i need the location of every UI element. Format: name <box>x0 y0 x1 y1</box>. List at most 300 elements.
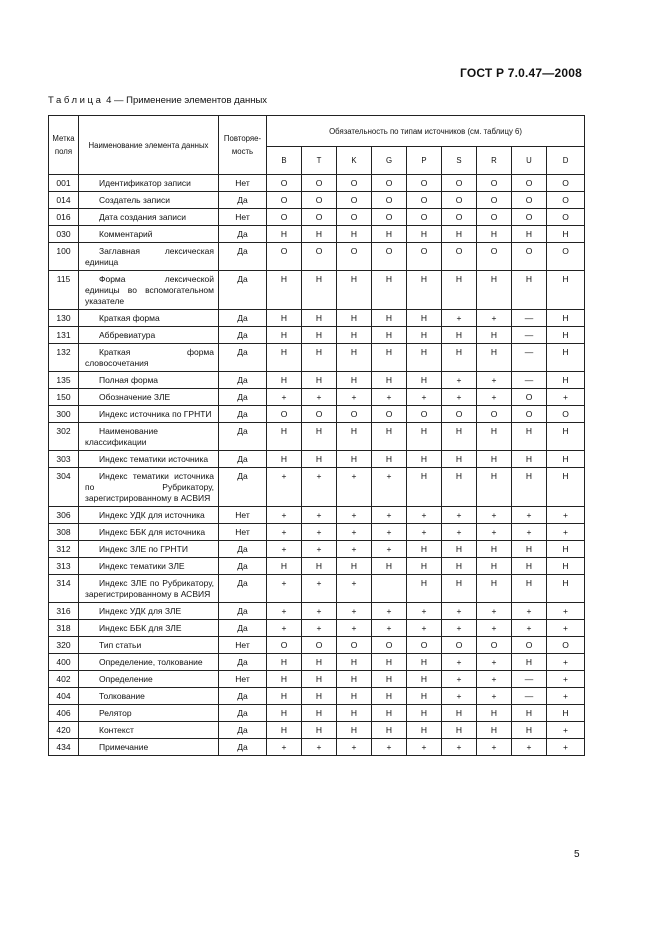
obligation-D: О <box>547 406 585 423</box>
obligation-S: О <box>442 209 477 226</box>
obligation-P: Н <box>407 423 442 451</box>
obligation-S: + <box>442 739 477 756</box>
obligation-G: Н <box>372 327 407 344</box>
obligation-B: Н <box>267 310 302 327</box>
field-mark: 316 <box>49 603 79 620</box>
obligation-T: О <box>302 175 337 192</box>
obligation-S: + <box>442 688 477 705</box>
obligation-G <box>372 575 407 603</box>
element-name: Аббревиатура <box>79 327 219 344</box>
obligation-S: О <box>442 406 477 423</box>
obligation-D: О <box>547 243 585 271</box>
obligation-R: О <box>477 406 512 423</box>
obligation-D: + <box>547 389 585 406</box>
obligation-D: Н <box>547 372 585 389</box>
obligation-G: Н <box>372 451 407 468</box>
field-mark: 404 <box>49 688 79 705</box>
obligation-G: Н <box>372 705 407 722</box>
obligation-G: + <box>372 389 407 406</box>
repeatability: Нет <box>219 671 267 688</box>
table-row <box>49 654 585 671</box>
obligation-K: О <box>337 175 372 192</box>
obligation-B: + <box>267 507 302 524</box>
element-name: Тип статьи <box>79 637 219 654</box>
obligation-R: Н <box>477 423 512 451</box>
table-row <box>49 541 585 558</box>
header-type-U: U <box>512 147 547 175</box>
field-mark: 135 <box>49 372 79 389</box>
table-row <box>49 722 585 739</box>
table-row <box>49 558 585 575</box>
obligation-U: Н <box>512 423 547 451</box>
obligation-K: + <box>337 620 372 637</box>
obligation-K: Н <box>337 654 372 671</box>
field-mark: 303 <box>49 451 79 468</box>
obligation-D: + <box>547 524 585 541</box>
obligation-K: Н <box>337 372 372 389</box>
obligation-R: О <box>477 209 512 226</box>
element-name: Заглавная лексическая единица <box>79 243 219 271</box>
obligation-D: О <box>547 637 585 654</box>
repeatability: Да <box>219 541 267 558</box>
obligation-R: Н <box>477 226 512 243</box>
element-name: Индекс ББК для ЗЛЕ <box>79 620 219 637</box>
obligation-D: Н <box>547 226 585 243</box>
field-mark: 312 <box>49 541 79 558</box>
obligation-D: + <box>547 603 585 620</box>
obligation-K: О <box>337 406 372 423</box>
obligation-T: Н <box>302 558 337 575</box>
obligation-P: Н <box>407 558 442 575</box>
page-number: 5 <box>574 849 580 860</box>
table-row <box>49 671 585 688</box>
obligation-S: О <box>442 192 477 209</box>
obligation-R: + <box>477 671 512 688</box>
obligation-S: + <box>442 620 477 637</box>
header-obligation: Обязательность по типам источников (см. таблицу 6) <box>267 116 585 147</box>
obligation-R: + <box>477 603 512 620</box>
obligation-S: О <box>442 637 477 654</box>
obligation-S: Н <box>442 327 477 344</box>
header-type-T: T <box>302 147 337 175</box>
obligation-P: + <box>407 507 442 524</box>
obligation-G: О <box>372 243 407 271</box>
obligation-G: Н <box>372 423 407 451</box>
obligation-P: Н <box>407 372 442 389</box>
obligation-U: + <box>512 739 547 756</box>
repeatability: Да <box>219 226 267 243</box>
obligation-T: О <box>302 637 337 654</box>
obligation-U: + <box>512 507 547 524</box>
obligation-D: Н <box>547 575 585 603</box>
obligation-R: Н <box>477 705 512 722</box>
obligation-T: + <box>302 603 337 620</box>
obligation-D: Н <box>547 423 585 451</box>
header-type-P: P <box>407 147 442 175</box>
field-mark: 314 <box>49 575 79 603</box>
obligation-G: О <box>372 192 407 209</box>
field-mark: 150 <box>49 389 79 406</box>
obligation-B: О <box>267 243 302 271</box>
obligation-U: О <box>512 243 547 271</box>
element-name: Индекс УДК для источника <box>79 507 219 524</box>
obligation-S: Н <box>442 541 477 558</box>
document-header: ГОСТ Р 7.0.47—2008 <box>459 66 582 80</box>
obligation-B: Н <box>267 558 302 575</box>
obligation-P: О <box>407 209 442 226</box>
repeatability: Да <box>219 468 267 507</box>
repeatability: Да <box>219 603 267 620</box>
table-row <box>49 524 585 541</box>
obligation-T: Н <box>302 688 337 705</box>
obligation-P: + <box>407 739 442 756</box>
obligation-K: Н <box>337 423 372 451</box>
element-name: Индекс тематики источника <box>79 451 219 468</box>
field-mark: 304 <box>49 468 79 507</box>
obligation-T: + <box>302 507 337 524</box>
obligation-B: + <box>267 524 302 541</box>
obligation-D: Н <box>547 451 585 468</box>
field-mark: 100 <box>49 243 79 271</box>
field-mark: 300 <box>49 406 79 423</box>
element-name: Краткая форма словосочетания <box>79 344 219 372</box>
repeatability: Да <box>219 310 267 327</box>
obligation-B: Н <box>267 671 302 688</box>
obligation-P: + <box>407 620 442 637</box>
obligation-D: + <box>547 507 585 524</box>
obligation-S: О <box>442 243 477 271</box>
obligation-K: + <box>337 524 372 541</box>
repeatability: Да <box>219 558 267 575</box>
table-row <box>49 226 585 243</box>
element-name: Индекс ЗЛЕ по ГРНТИ <box>79 541 219 558</box>
obligation-U: Н <box>512 468 547 507</box>
element-name: Идентификатор записи <box>79 175 219 192</box>
obligation-U: — <box>512 310 547 327</box>
obligation-R: Н <box>477 575 512 603</box>
obligation-S: Н <box>442 722 477 739</box>
obligation-K: + <box>337 739 372 756</box>
table-row <box>49 468 585 507</box>
obligation-B: О <box>267 637 302 654</box>
obligation-B: Н <box>267 327 302 344</box>
obligation-S: Н <box>442 226 477 243</box>
repeatability: Да <box>219 705 267 722</box>
obligation-S: Н <box>442 575 477 603</box>
obligation-D: + <box>547 722 585 739</box>
obligation-R: + <box>477 372 512 389</box>
obligation-P: Н <box>407 688 442 705</box>
obligation-B: + <box>267 389 302 406</box>
obligation-D: + <box>547 654 585 671</box>
obligation-D: Н <box>547 327 585 344</box>
obligation-U: Н <box>512 558 547 575</box>
obligation-P: О <box>407 406 442 423</box>
obligation-U: О <box>512 192 547 209</box>
obligation-T: + <box>302 575 337 603</box>
obligation-P: Н <box>407 327 442 344</box>
obligation-U: О <box>512 406 547 423</box>
repeatability: Да <box>219 389 267 406</box>
obligation-K: О <box>337 209 372 226</box>
obligation-G: + <box>372 524 407 541</box>
repeatability: Да <box>219 739 267 756</box>
obligation-K: Н <box>337 705 372 722</box>
obligation-B: Н <box>267 705 302 722</box>
obligation-U: Н <box>512 271 547 310</box>
element-name: Полная форма <box>79 372 219 389</box>
repeatability: Да <box>219 620 267 637</box>
obligation-R: Н <box>477 468 512 507</box>
obligation-T: Н <box>302 226 337 243</box>
element-name: Определение, толкование <box>79 654 219 671</box>
obligation-S: Н <box>442 344 477 372</box>
obligation-P: Н <box>407 575 442 603</box>
obligation-K: О <box>337 637 372 654</box>
table-row <box>49 243 585 271</box>
obligation-B: + <box>267 739 302 756</box>
field-mark: 130 <box>49 310 79 327</box>
obligation-D: + <box>547 688 585 705</box>
obligation-K: + <box>337 541 372 558</box>
obligation-R: + <box>477 739 512 756</box>
table-row <box>49 423 585 451</box>
obligation-P: + <box>407 524 442 541</box>
element-name: Толкование <box>79 688 219 705</box>
obligation-G: Н <box>372 226 407 243</box>
obligation-B: Н <box>267 722 302 739</box>
obligation-D: + <box>547 671 585 688</box>
obligation-B: Н <box>267 654 302 671</box>
obligation-P: Н <box>407 468 442 507</box>
obligation-B: Н <box>267 688 302 705</box>
obligation-D: Н <box>547 271 585 310</box>
repeatability: Да <box>219 688 267 705</box>
obligation-T: + <box>302 541 337 558</box>
obligation-P: Н <box>407 451 442 468</box>
field-mark: 320 <box>49 637 79 654</box>
table-row <box>49 739 585 756</box>
obligation-P: Н <box>407 271 442 310</box>
obligation-R: Н <box>477 541 512 558</box>
obligation-R: Н <box>477 558 512 575</box>
field-mark: 402 <box>49 671 79 688</box>
table-row <box>49 603 585 620</box>
obligation-D: + <box>547 620 585 637</box>
obligation-B: Н <box>267 226 302 243</box>
repeatability: Да <box>219 575 267 603</box>
obligation-R: + <box>477 688 512 705</box>
obligation-T: О <box>302 192 337 209</box>
repeatability: Да <box>219 654 267 671</box>
obligation-K: Н <box>337 226 372 243</box>
obligation-G: + <box>372 739 407 756</box>
obligation-S: Н <box>442 705 477 722</box>
obligation-U: + <box>512 620 547 637</box>
obligation-R: О <box>477 637 512 654</box>
repeatability: Нет <box>219 637 267 654</box>
field-mark: 406 <box>49 705 79 722</box>
repeatability: Нет <box>219 175 267 192</box>
obligation-T: + <box>302 389 337 406</box>
header-type-D: D <box>547 147 585 175</box>
obligation-U: — <box>512 344 547 372</box>
obligation-K: О <box>337 192 372 209</box>
obligation-K: + <box>337 575 372 603</box>
obligation-P: Н <box>407 226 442 243</box>
table-row <box>49 209 585 226</box>
obligation-D: + <box>547 739 585 756</box>
field-mark: 308 <box>49 524 79 541</box>
field-mark: 434 <box>49 739 79 756</box>
obligation-S: Н <box>442 468 477 507</box>
obligation-G: О <box>372 637 407 654</box>
obligation-P: О <box>407 192 442 209</box>
caption-number: 4 <box>106 95 112 106</box>
header-element-name: Наименование элемента данных <box>79 116 219 175</box>
table-caption <box>48 95 267 106</box>
field-mark: 132 <box>49 344 79 372</box>
obligation-G: Н <box>372 344 407 372</box>
obligation-D: Н <box>547 541 585 558</box>
obligation-R: Н <box>477 271 512 310</box>
repeatability: Да <box>219 271 267 310</box>
element-name: Релятор <box>79 705 219 722</box>
obligation-B: + <box>267 541 302 558</box>
field-mark: 313 <box>49 558 79 575</box>
obligation-R: + <box>477 524 512 541</box>
obligation-D: Н <box>547 705 585 722</box>
obligation-S: + <box>442 507 477 524</box>
obligation-U: Н <box>512 226 547 243</box>
obligation-K: + <box>337 389 372 406</box>
obligation-T: Н <box>302 271 337 310</box>
obligation-S: + <box>442 603 477 620</box>
repeatability: Да <box>219 192 267 209</box>
obligation-G: + <box>372 620 407 637</box>
obligation-P: Н <box>407 705 442 722</box>
obligation-B: Н <box>267 372 302 389</box>
obligation-P: + <box>407 603 442 620</box>
element-name: Комментарий <box>79 226 219 243</box>
obligation-T: Н <box>302 722 337 739</box>
obligation-B: Н <box>267 271 302 310</box>
obligation-K: Н <box>337 558 372 575</box>
header-type-R: R <box>477 147 512 175</box>
obligation-G: Н <box>372 671 407 688</box>
table-row <box>49 705 585 722</box>
obligation-S: + <box>442 310 477 327</box>
obligation-R: О <box>477 192 512 209</box>
field-mark: 014 <box>49 192 79 209</box>
table-row <box>49 344 585 372</box>
obligation-B: + <box>267 620 302 637</box>
obligation-G: + <box>372 603 407 620</box>
repeatability: Нет <box>219 507 267 524</box>
element-name: Наименование классификации <box>79 423 219 451</box>
table-row <box>49 310 585 327</box>
obligation-T: Н <box>302 654 337 671</box>
obligation-D: Н <box>547 468 585 507</box>
obligation-T: О <box>302 209 337 226</box>
obligation-U: Н <box>512 654 547 671</box>
obligation-G: + <box>372 541 407 558</box>
element-name: Индекс тематики источника по Рубрикатору, зарегистрированному в АСВИЯ <box>79 468 219 507</box>
header-type-K: K <box>337 147 372 175</box>
table-row <box>49 451 585 468</box>
table-row <box>49 507 585 524</box>
element-name: Индекс УДК для ЗЛЕ <box>79 603 219 620</box>
obligation-G: Н <box>372 558 407 575</box>
obligation-U: — <box>512 671 547 688</box>
header-mark: Метка поля <box>49 116 79 175</box>
obligation-K: Н <box>337 722 372 739</box>
obligation-P: Н <box>407 344 442 372</box>
obligation-G: Н <box>372 722 407 739</box>
obligation-R: + <box>477 310 512 327</box>
obligation-U: + <box>512 603 547 620</box>
obligation-B: О <box>267 209 302 226</box>
field-mark: 306 <box>49 507 79 524</box>
obligation-P: О <box>407 243 442 271</box>
element-name: Индекс источника по ГРНТИ <box>79 406 219 423</box>
obligation-B: О <box>267 175 302 192</box>
field-mark: 030 <box>49 226 79 243</box>
header-type-B: B <box>267 147 302 175</box>
repeatability: Да <box>219 423 267 451</box>
obligation-G: Н <box>372 310 407 327</box>
data-elements-table <box>48 115 585 756</box>
obligation-K: Н <box>337 688 372 705</box>
obligation-T: Н <box>302 344 337 372</box>
obligation-R: Н <box>477 451 512 468</box>
obligation-U: — <box>512 372 547 389</box>
obligation-U: — <box>512 688 547 705</box>
obligation-T: Н <box>302 372 337 389</box>
table-body <box>49 175 585 756</box>
obligation-R: О <box>477 175 512 192</box>
obligation-G: О <box>372 175 407 192</box>
obligation-T: О <box>302 406 337 423</box>
obligation-R: Н <box>477 722 512 739</box>
obligation-G: Н <box>372 372 407 389</box>
element-name: Индекс ББК для источника <box>79 524 219 541</box>
header-type-S: S <box>442 147 477 175</box>
caption-title: — Применение элементов данных <box>114 95 268 106</box>
field-mark: 302 <box>49 423 79 451</box>
obligation-K: + <box>337 468 372 507</box>
table-row <box>49 175 585 192</box>
obligation-P: Н <box>407 671 442 688</box>
repeatability: Да <box>219 406 267 423</box>
obligation-G: + <box>372 507 407 524</box>
obligation-S: + <box>442 389 477 406</box>
obligation-G: О <box>372 209 407 226</box>
obligation-B: О <box>267 192 302 209</box>
obligation-P: О <box>407 175 442 192</box>
table-row <box>49 389 585 406</box>
element-name: Примечание <box>79 739 219 756</box>
obligation-R: Н <box>477 344 512 372</box>
obligation-S: Н <box>442 558 477 575</box>
obligation-U: Н <box>512 575 547 603</box>
table-row <box>49 575 585 603</box>
obligation-D: О <box>547 209 585 226</box>
obligation-B: + <box>267 603 302 620</box>
obligation-P: Н <box>407 654 442 671</box>
obligation-B: Н <box>267 423 302 451</box>
obligation-K: + <box>337 507 372 524</box>
